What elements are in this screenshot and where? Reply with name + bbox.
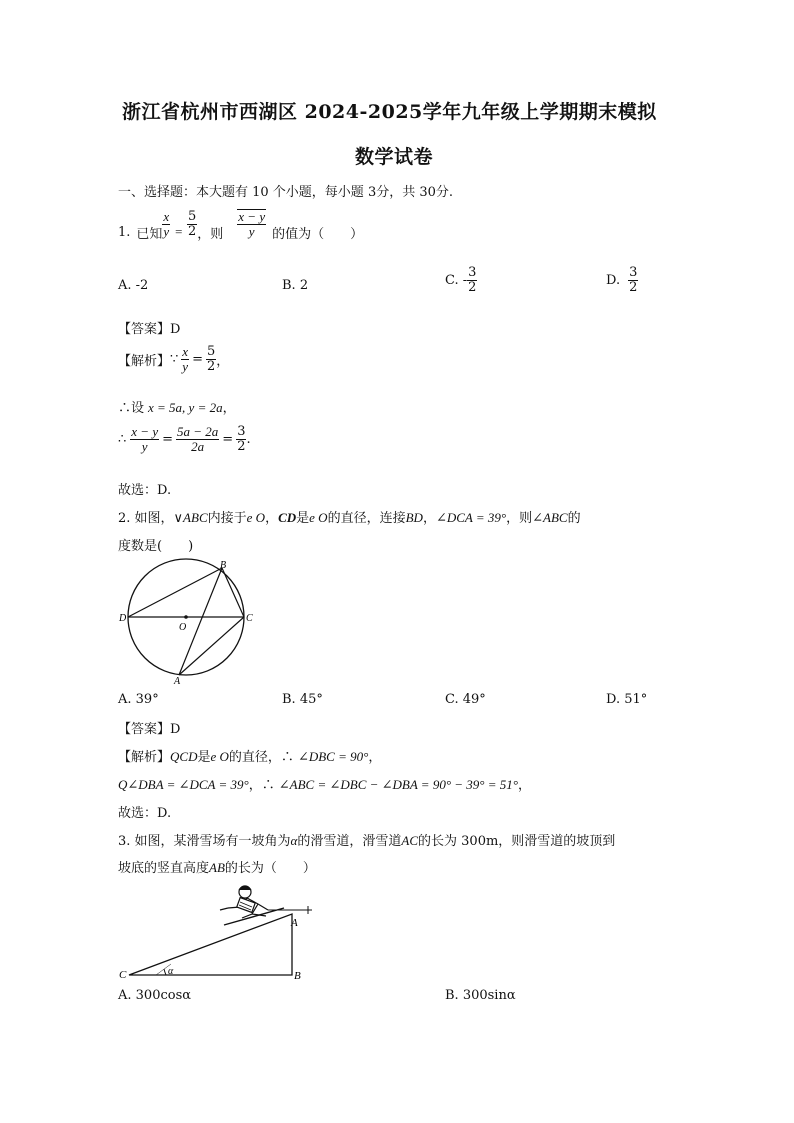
skier-icon — [220, 886, 312, 925]
question-number: 1. — [118, 224, 131, 240]
question-lead: 已知 — [136, 226, 163, 242]
option-b: B. 2 — [282, 278, 309, 293]
option-a: A. -2 — [118, 278, 149, 293]
analysis-line-1: 【解析】QCD是e O的直径，∴ ∠DBC = 90°， — [118, 749, 382, 765]
choose-line: 故选：D. — [118, 483, 172, 498]
label-d: D — [119, 613, 127, 624]
choose-line: 故选：D. — [118, 806, 172, 821]
option-a: A. 39° — [118, 692, 159, 707]
analysis-line-1: 【解析】 ∵ $\frac{x}{y}$ = $\frac{5}{2}$ ， — [118, 344, 230, 374]
option-d: D. 51° — [606, 692, 648, 707]
label-a: A — [291, 917, 298, 929]
analysis-line-2: ∴设 x = 5a, y = 2a， — [118, 400, 236, 416]
fraction-5-over-2: $\frac{5}{2}$ — [187, 208, 197, 239]
question-tail: 的值为（ ） — [272, 226, 364, 242]
label-o: O — [179, 622, 187, 633]
option-b: B. 300sinα — [445, 988, 516, 1003]
label-c: C — [246, 613, 253, 624]
ski-slope-figure — [116, 880, 326, 984]
option-c: C. 49° — [445, 692, 486, 707]
label-b: B — [220, 560, 227, 571]
question-3-line-2: 坡底的竖直高度AB的长为（ ） — [118, 860, 316, 876]
answer-label: 【答案】D — [118, 322, 181, 337]
option-d: D. $\frac{3}{2}$ — [606, 265, 638, 295]
fraction-expression: $\frac{x - y}{y}$ — [238, 209, 266, 239]
fraction-x-over-y: $\frac{x}{y}$ — [163, 208, 170, 239]
equals-sign: = — [174, 224, 183, 239]
page-subtitle: 数学试卷 — [355, 146, 434, 168]
label-alpha: α — [168, 966, 174, 977]
label-b: B — [294, 970, 301, 982]
question-2: 2. 如图，∨ABC内接于e O，CD是e O的直径，连接BD，∠DCA = 39°，则∠ABC的 — [118, 510, 581, 526]
option-b: B. 45° — [282, 692, 323, 707]
question-1 — [118, 210, 363, 254]
label-a: A — [174, 676, 181, 684]
answer-label: 【答案】D — [118, 722, 181, 737]
analysis-line-2: Q∠DBA = ∠DCA = 39°，∴ ∠ABC = ∠DBC − ∠DBA = 90° − 39° = 51°， — [118, 777, 531, 793]
question-connector: ，则 — [197, 226, 224, 242]
question-2-line-2: 度数是( ) — [118, 539, 194, 554]
option-a: A. 300cosα — [118, 988, 192, 1003]
analysis-line-3: ∴ $\frac{x - y}{y}$ = $\frac{5a - 2a}{2a}$ = $\frac{3}{2}$ . — [118, 424, 251, 454]
page-title: 浙江省杭州市西湖区 2024-2025学年九年级上学期期末模拟 — [122, 101, 657, 123]
question-3: 3. 如图，某滑雪场有一坡角为α的滑雪道，滑雪道AC的长为 300m，则滑雪道的坡顶到 — [118, 833, 616, 849]
section-header: 一、选择题：本大题有 10 个小题，每小题 3分，共 30分. — [118, 185, 454, 200]
option-c: C. - $\frac{3}{2}$ — [445, 265, 477, 295]
label-c: C — [119, 969, 127, 981]
circle-figure — [116, 558, 266, 684]
